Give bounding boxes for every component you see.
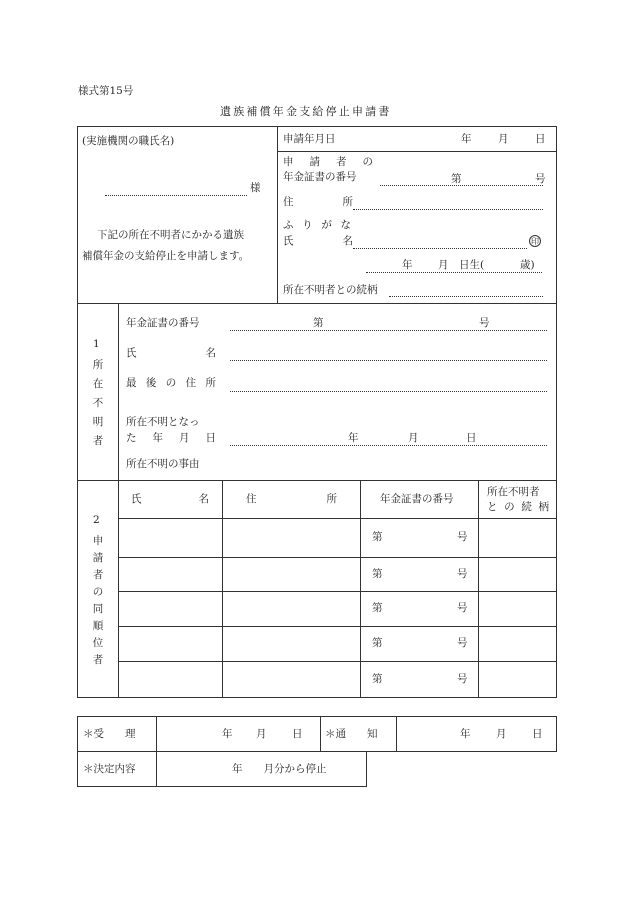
missing-year: 年: [348, 432, 359, 444]
table-row-rule-2: [118, 557, 557, 558]
table-row-rule-5: [118, 661, 557, 662]
statement-line1: 下記の所在不明者にかかる遺族: [97, 229, 244, 241]
missing-date-label-line1: 所在不明となっ: [126, 416, 200, 428]
notice-left-divider: [320, 716, 321, 752]
header-date-rule: [277, 151, 557, 152]
institution-label: (実施機関の職氏名): [82, 135, 175, 147]
col-header-pension: 年金証書の番号: [380, 493, 454, 505]
statement-line2: 補償年金の支給停止を申請します。: [82, 250, 250, 262]
col-divider-1: [222, 480, 223, 698]
row3-go: 号: [457, 602, 468, 614]
receipt-day: 日: [292, 728, 303, 740]
missing-pension-label: 年金証書の番号: [126, 317, 200, 329]
row1-go: 号: [457, 531, 468, 543]
receipt-notice-block: [77, 716, 557, 752]
col-divider-2: [360, 480, 361, 698]
missing-pension-line[interactable]: [230, 330, 547, 331]
application-month: 月: [498, 133, 509, 145]
birth-month: 月: [438, 259, 449, 271]
col-header-relation-line1: 所在不明者: [487, 486, 540, 498]
last-address-label: 最 後 の 住 所: [126, 377, 216, 389]
form-number: 様式第15号: [78, 85, 134, 97]
receipt-divider: [156, 716, 157, 752]
section2-number: 2: [93, 514, 100, 526]
sama-label: 様: [250, 182, 261, 194]
receipt-year: 年: [222, 728, 233, 740]
section2-block: [77, 480, 557, 698]
row4-dai: 第: [372, 637, 383, 649]
decision-divider: [156, 751, 157, 787]
col-divider-3: [478, 480, 479, 698]
header-block: [77, 126, 557, 304]
applicant-pension-go: 号: [535, 173, 546, 185]
section1-divider: [118, 303, 119, 481]
applicant-pension-label: 年金証書の番号: [283, 171, 357, 183]
section1-heading: 所 在 不 明 者: [92, 359, 104, 447]
notice-month: 月: [496, 728, 507, 740]
notice-label: ＊通 知: [325, 728, 378, 740]
birth-day-suffix: 日生(: [459, 259, 485, 271]
applicant-pension-dai: 第: [451, 173, 462, 185]
age-suffix: 歳): [520, 259, 535, 271]
row5-dai: 第: [372, 673, 383, 685]
row4-go: 号: [457, 637, 468, 649]
col-header-address: 住 所: [246, 493, 337, 505]
missing-reason-label: 所在不明の事由: [126, 458, 200, 470]
table-row-rule-4: [118, 626, 557, 627]
col-header-name: 氏 名: [131, 493, 209, 505]
last-address-line[interactable]: [230, 391, 547, 392]
section1-number: 1: [93, 338, 100, 350]
missing-date-label-line2: た 年 月 日: [126, 432, 216, 444]
furigana-label: ふ り が な: [283, 219, 351, 231]
missing-month: 月: [408, 432, 419, 444]
birth-year: 年: [402, 259, 413, 271]
receipt-month: 月: [256, 728, 267, 740]
table-row-rule-3: [118, 591, 557, 592]
row1-dai: 第: [372, 531, 383, 543]
missing-pension-dai: 第: [313, 317, 324, 329]
applicant-address-label: 住 所: [283, 196, 353, 208]
notice-day: 日: [532, 728, 543, 740]
applicant-address-line[interactable]: [353, 209, 543, 210]
form-title: 遺族補償年金支給停止申請書: [220, 105, 392, 118]
notice-year: 年: [460, 728, 471, 740]
section2-heading: 申 請 者 の 同 順 位 者: [92, 535, 104, 667]
missing-name-line[interactable]: [230, 360, 547, 361]
missing-date-line[interactable]: [230, 445, 547, 446]
missing-day: 日: [466, 432, 477, 444]
applicant-name-label: 氏 名: [283, 235, 353, 247]
applicant-pension-line[interactable]: [380, 185, 543, 186]
decision-text: 年 月分から停止: [232, 763, 327, 775]
missing-pension-go: 号: [479, 317, 490, 329]
applicant-label: 申 請 者 の: [283, 156, 373, 168]
notice-divider: [396, 716, 397, 752]
col-header-relation-line2: と の 続 柄: [487, 501, 549, 513]
birth-date-line[interactable]: [366, 272, 542, 273]
receipt-label: ＊受 理: [83, 728, 136, 740]
header-divider: [277, 126, 278, 304]
relation-line[interactable]: [389, 296, 543, 297]
application-date-label: 申請年月日: [283, 133, 336, 145]
decision-label: ＊決定内容: [83, 763, 136, 775]
row5-go: 号: [457, 673, 468, 685]
row2-dai: 第: [372, 568, 383, 580]
seal-mark: 印: [531, 237, 539, 246]
relation-label: 所在不明者との続柄: [283, 284, 378, 296]
institution-name-line[interactable]: [105, 195, 247, 196]
section2-divider: [118, 480, 119, 698]
application-year: 年: [461, 133, 472, 145]
table-row-rule-1: [118, 518, 557, 519]
application-day: 日: [535, 133, 546, 145]
row2-go: 号: [457, 568, 468, 580]
applicant-name-line[interactable]: [353, 248, 527, 249]
row3-dai: 第: [372, 602, 383, 614]
missing-name-label: 氏 名: [126, 347, 216, 359]
